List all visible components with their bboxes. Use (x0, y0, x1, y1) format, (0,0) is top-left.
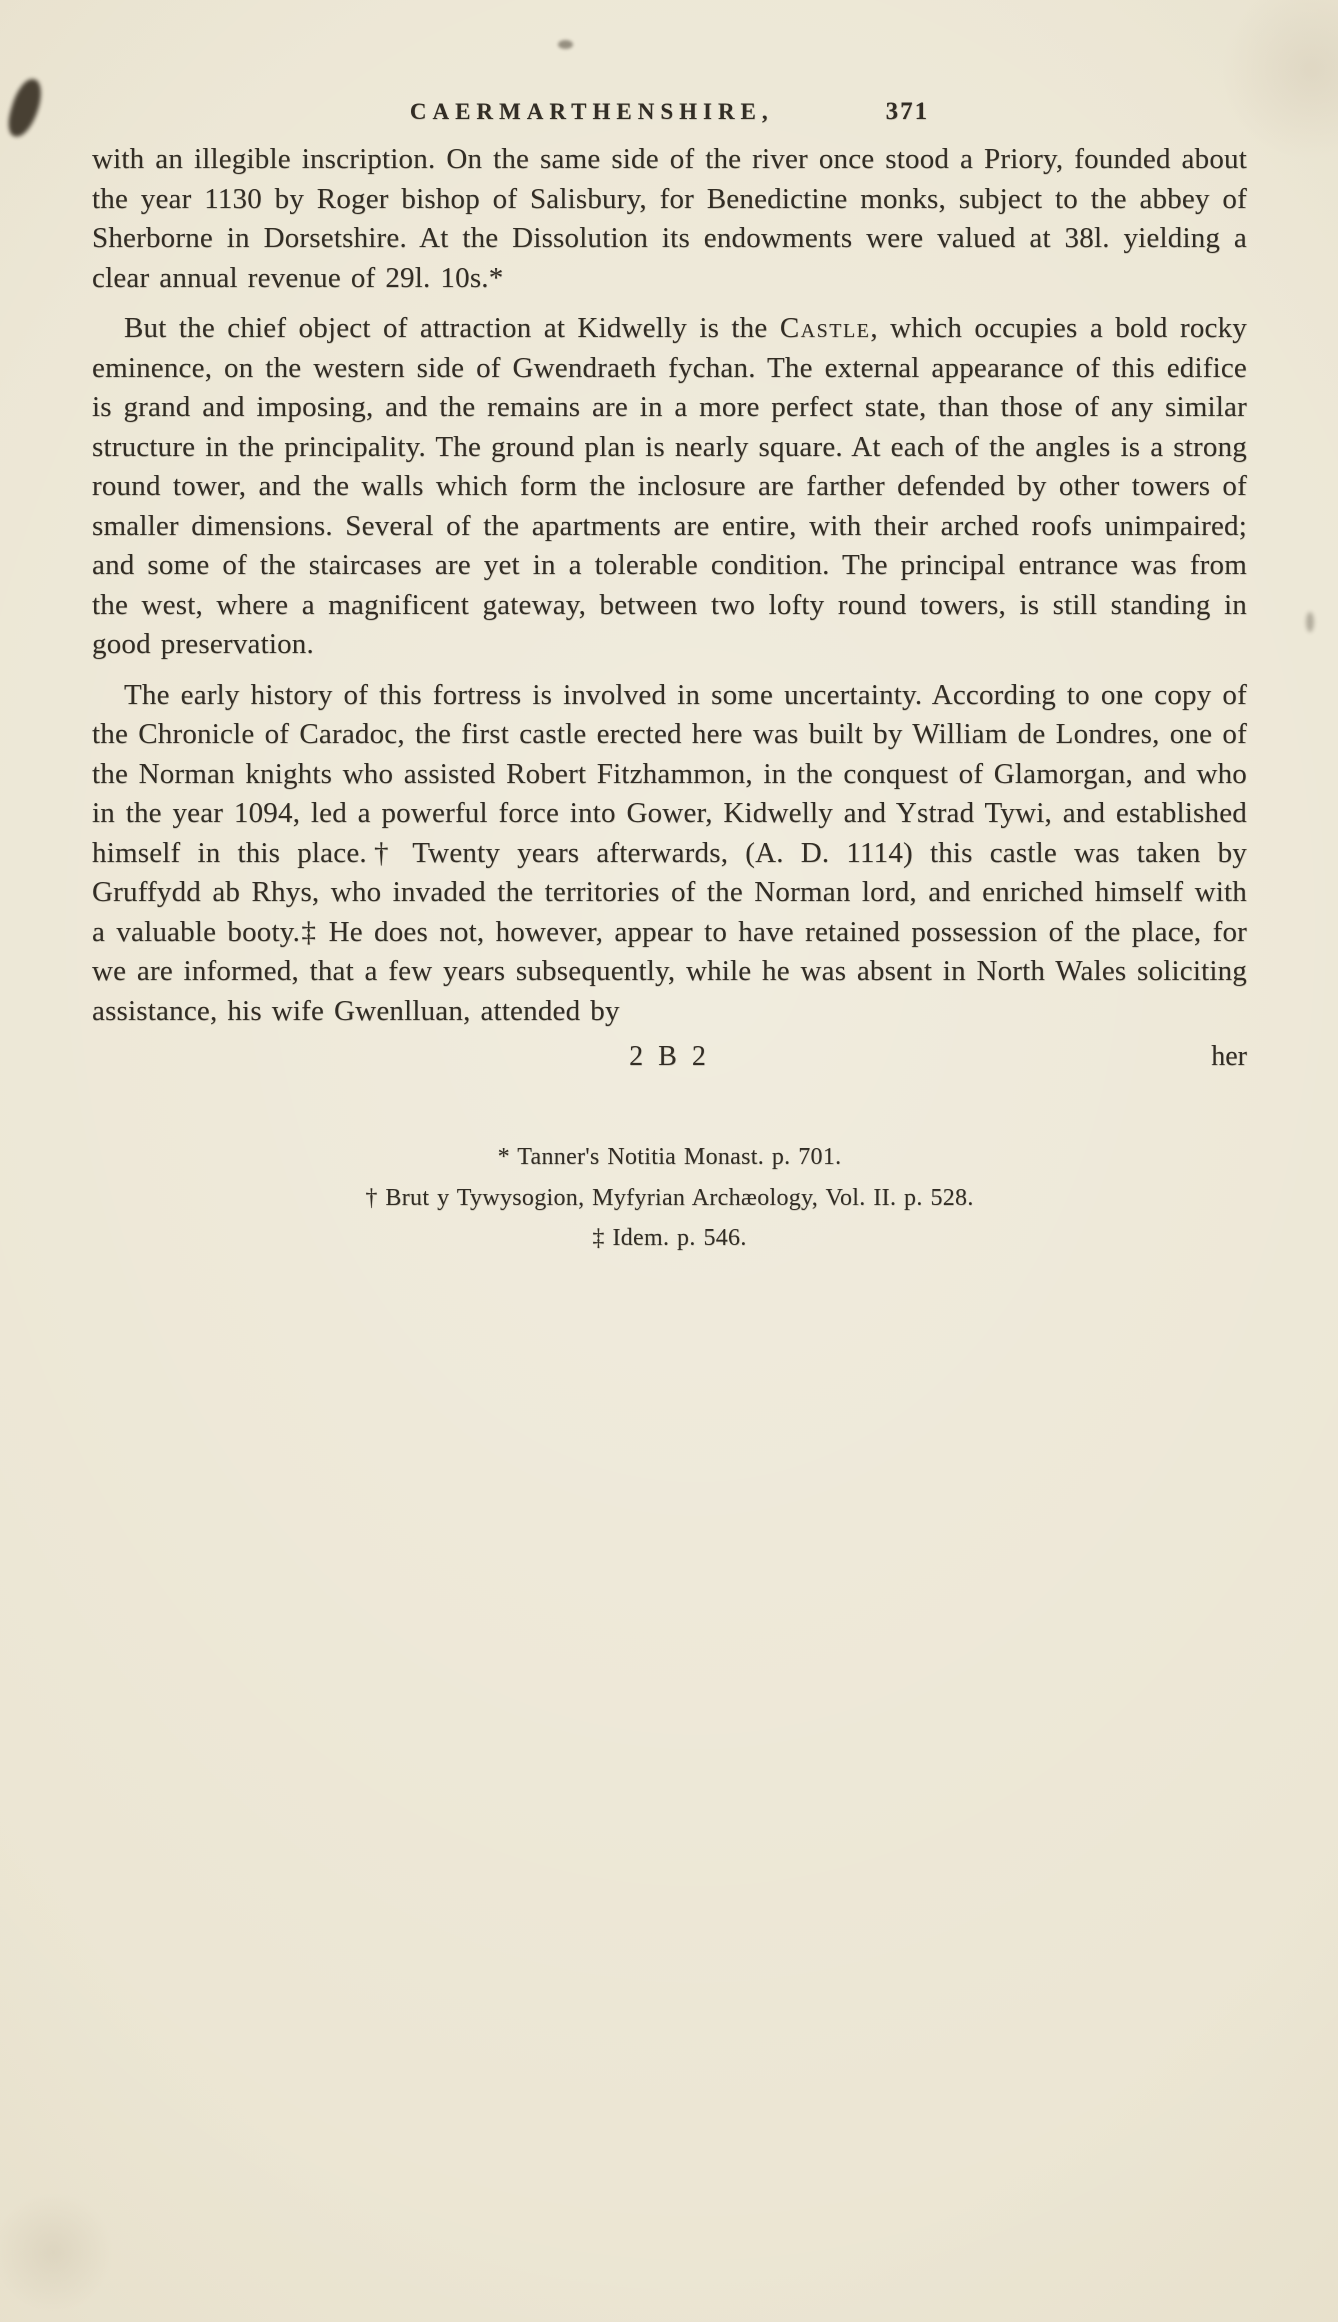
footnotes (92, 1137, 1247, 1259)
signature-line (92, 1041, 1247, 1081)
body-text (92, 140, 1247, 1031)
ink-smudge-icon (4, 76, 46, 141)
paragraph-2-text: But the chief object of attraction at Kidwelly is the (124, 312, 780, 344)
page-header (92, 98, 1247, 126)
paragraph-3: The early history of this fortress is involved in some uncertainty. According to one copy of the Chronicle of Caradoc, the first castle erected here was built by William de Londres, one of the Norman knights who assisted Robert Fitzhammon, in the conquest of Glamorgan, and who in the year 1094, led a powerful force into Gower, Kidwelly and Ystrad Tywi, and established himself in this place.† Twenty years afterwards, (A. D. 1114) this castle was taken by Gruffydd ab Rhys, who invaded the territories of the Norman lord, and enriched himself with a valuable booty.‡ He does not, however, appear to have retained possession of the place, for we are informed, that a few years subsequently, while he was absent in North Wales soliciting assistance, his wife Gwenlluan, attended by (92, 678, 1247, 1027)
paragraph-2 (92, 309, 1247, 665)
text-block (92, 98, 1247, 1259)
signature-mark: 2 B 2 (629, 1041, 710, 1072)
paragraph-2-text-cont: , which occupies a bold rocky eminence, on the western side of Gwendraeth fychan. The external appearance of this edifice is grand and imposing, and the remains are in a more perfect state, than those of any similar structure in the principality. The ground plan is nearly square. At each of the angles is a strong round tower, and the walls which form the inclosure are farther defended by other towers of smaller dimensions. Several of the apartments are entire, with their arched roofs unimpaired; and some of the staircases are yet in a tolerable condition. The principal entrance was from the west, where a magnificent gateway, between two lofty round towers, is still standing in good preservation. (92, 312, 1247, 660)
catchword: her (1211, 1041, 1247, 1072)
footnote-3: ‡ Idem. p. 546. (592, 1225, 747, 1251)
paper-fleck-icon (558, 40, 573, 49)
running-title: CAERMARTHENSHIRE, (409, 99, 774, 124)
paragraph-1: with an illegible inscription. On the same side of the river once stood a Priory, founded about the year 1130 by Roger bishop of Salisbury, for Benedictine monks, subject to the abbey of Sherborne in Dorsetshire. At the Dissolution its endowments were valued at 38l. yielding a clear annual revenue of 29l. 10s.* (92, 143, 1247, 294)
page-number: 371 (885, 98, 930, 125)
footnote-2: † Brut y Tywysogion, Myfyrian Archæology, Vol. II. p. 528. (365, 1184, 974, 1211)
paper-fleck-icon (1306, 612, 1314, 632)
footnote-1: * Tanner's Notitia Monast. p. 701. (497, 1144, 842, 1170)
smallcaps-word: Castle (779, 312, 871, 344)
